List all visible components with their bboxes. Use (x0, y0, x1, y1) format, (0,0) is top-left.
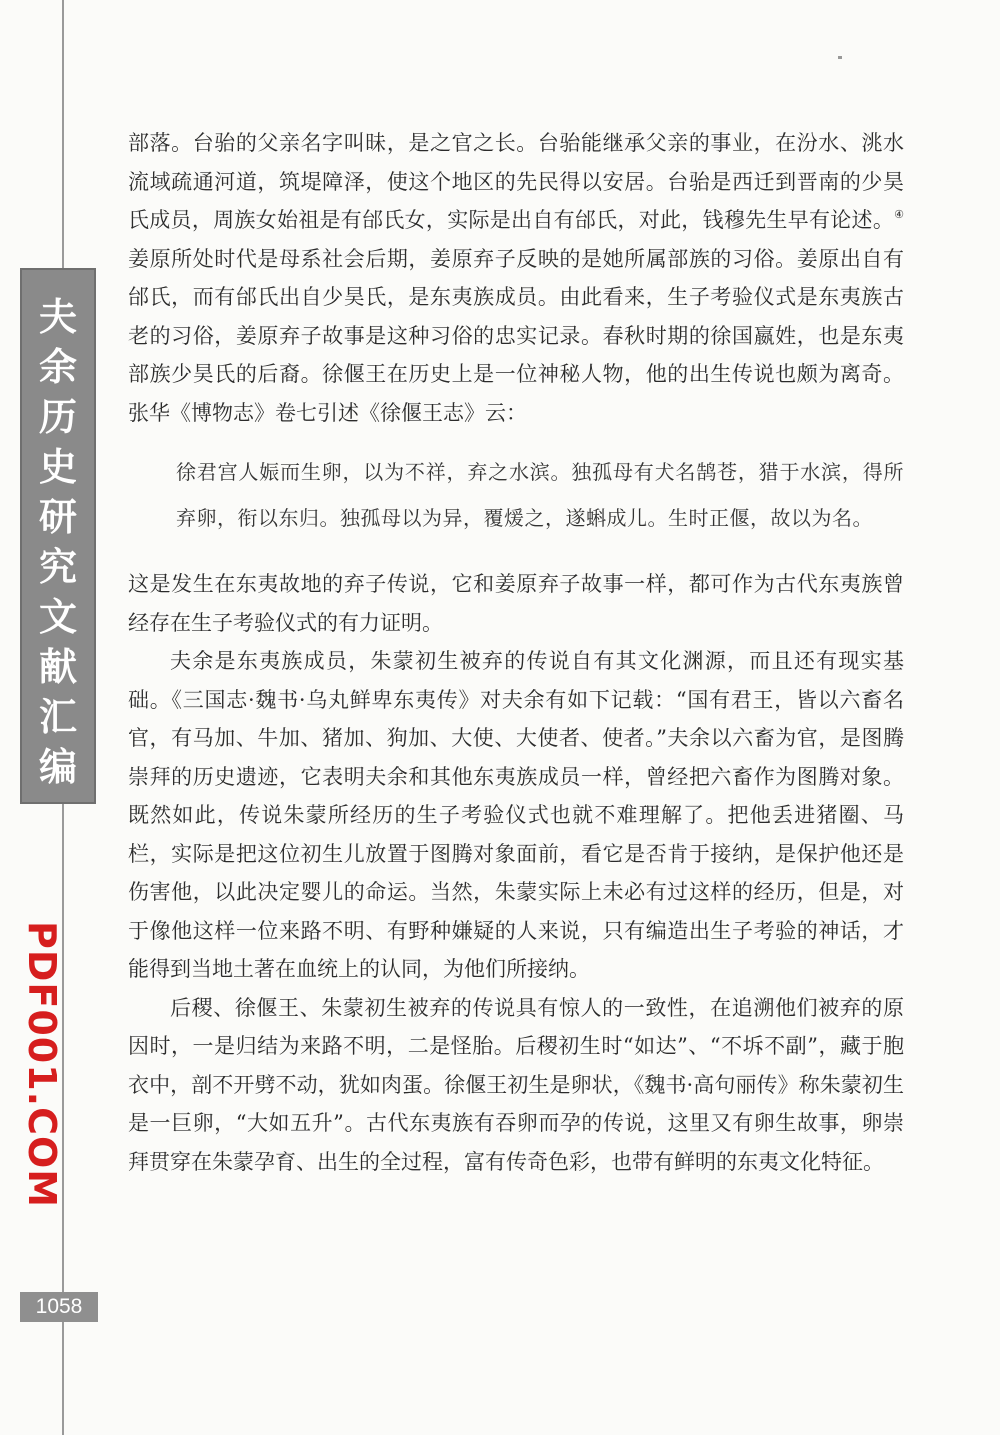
footnote-marker: ④ (894, 208, 904, 221)
paragraph-4: 后稷、徐偃王、朱蒙初生被弃的传说具有惊人的一致性，在追溯他们被弃的原因时，一是归结为来路不明，二是怪胎。后稷初生时“如达”、“不坼不副”，藏于胞衣中，剖不开劈不动，犹如肉蛋。徐偃王初生是卵状，《魏书·高句丽传》称朱蒙初生是一巨卵，“大如五升”。古代东夷族有吞卵而孕的传说，这里又有卵生故事，卵崇拜贯穿在朱蒙孕育、出生的全过程，富有传奇色彩，也带有鲜明的东夷文化特征。 (128, 995, 904, 1174)
series-title-char: 史 (38, 445, 77, 489)
series-title-char: 编 (38, 745, 77, 789)
series-title-char: 夫 (38, 295, 77, 339)
watermark-text: PDF001.COM (20, 921, 64, 1209)
block-quote: 徐君宫人娠而生卵，以为不祥，弃之水滨。独孤母有犬名鹄苍，猎于水滨，得所弃卵，衔以东归。独孤母以为异，覆煖之，遂蝌成儿。生时正偃，故以为名。 (176, 460, 904, 530)
series-title-char: 历 (38, 395, 77, 439)
paragraph-1-part-b: 姜原所处时代是母系社会后期，姜原弃子反映的是她所属部族的习俗。姜原出自有邰氏，而有邰氏出自少昊氏，是东夷族成员。由此看来，生子考验仪式是东夷族古老的习俗，姜原弃子故事是这种习俗的忠实记录。春秋时期的徐国嬴姓，也是东夷部族少昊氏的后裔。徐偃王在历史上是一位神秘人物，他的出生传说也颇为离奇。张华《博物志》卷七引述《徐偃王志》云： (128, 246, 904, 425)
series-title-char: 究 (38, 545, 77, 589)
series-title-char: 汇 (38, 695, 77, 739)
series-title-char: 研 (38, 495, 77, 539)
paragraph-2: 这是发生在东夷故地的弃子传说，它和姜原弃子故事一样，都可作为古代东夷族曾经存在生子考验仪式的有力证明。 (128, 572, 904, 635)
series-title-char: 文 (38, 595, 77, 639)
paragraph-3: 夫余是东夷族成员，朱蒙初生被弃的传说自有其文化渊源，而且还有现实基础。《三国志·魏书·乌丸鲜卑东夷传》对夫余有如下记载：“国有君王，皆以六畜名官，有马加、牛加、猪加、狗加、大使、大使者、使者。”夫余以六畜为官，是图腾崇拜的历史遗迹，它表明夫余和其他东夷族成员一样，曾经把六畜作为图腾对象。既然如此，传说朱蒙所经历的生子考验仪式也就不难理解了。把他丢进猪圈、马栏，实际是把这位初生儿放置于图腾对象面前，看它是否肯于接纳，是保护他还是伤害他，以此决定婴儿的命运。当然，朱蒙实际上未必有过这样的经历，但是，对于像他这样一位来路不明、有野种嫌疑的人来说，只有编造出生子考验的神话，才能得到当地土著在血统上的认同，为他们所接纳。 (128, 649, 904, 981)
body-text (128, 124, 904, 1181)
series-title-char: 余 (38, 345, 77, 389)
series-title-tab (20, 268, 96, 804)
watermark (18, 921, 66, 1209)
series-title-char: 献 (38, 645, 77, 689)
scan-speck (838, 56, 842, 59)
page-number: 1058 (20, 1292, 98, 1322)
paragraph-1 (128, 124, 904, 432)
paragraph-1-part-a: 部落。台骀的父亲名字叫昧，是之官之长。台骀能继承父亲的事业，在汾水、洮水流域疏通河道，筑堤障泽，使这个地区的先民得以安居。台骀是西迁到晋南的少昊氏成员，周族女始祖是有邰氏女，实际是出自有邰氏，对此，钱穆先生早有论述。 (128, 131, 904, 232)
